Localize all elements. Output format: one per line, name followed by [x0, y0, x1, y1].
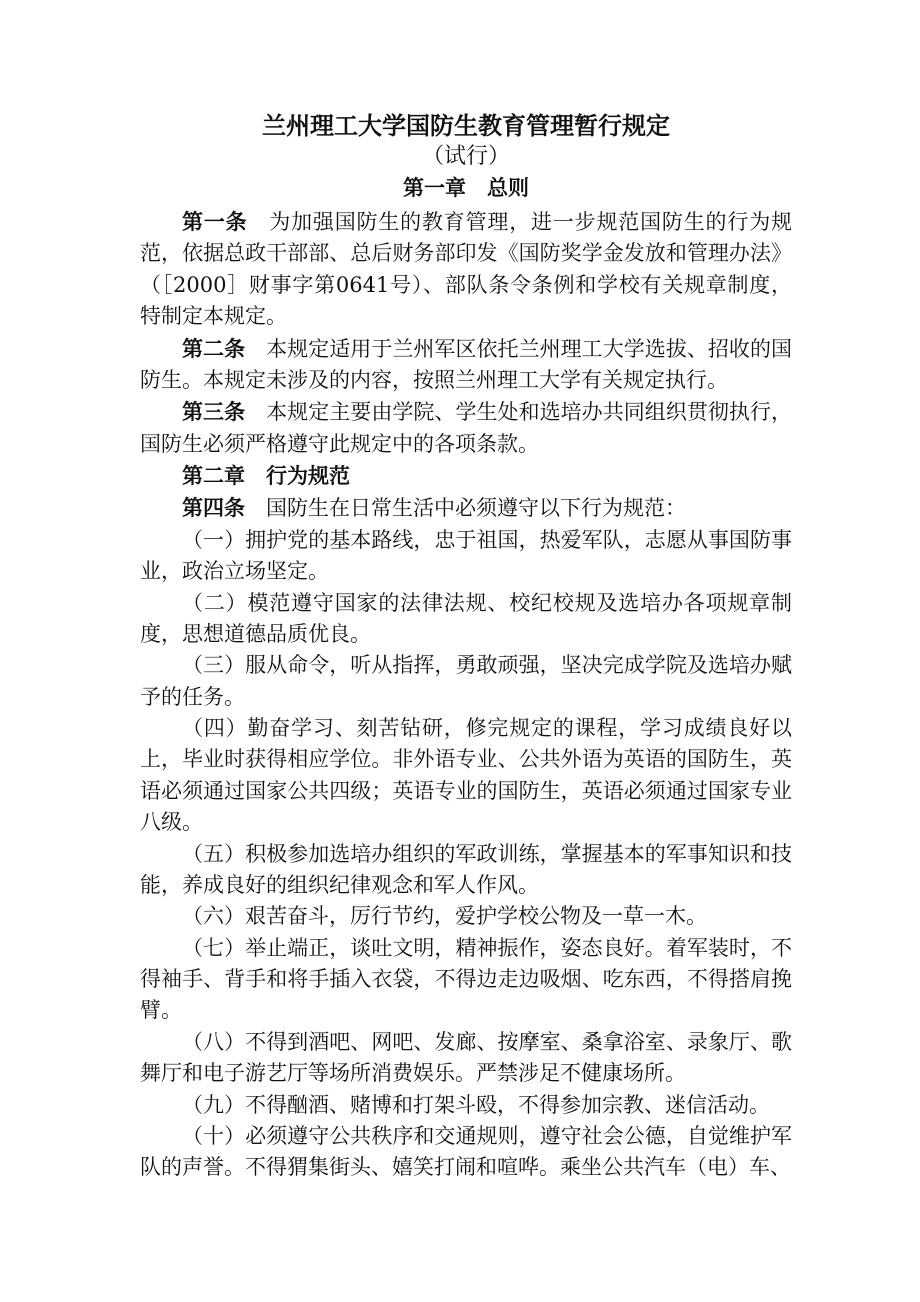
article-paragraph — [140, 1027, 792, 1090]
article-paragraph — [140, 839, 792, 902]
article-text: 国防生在日常生活中必须遵守以下行为规范： — [266, 496, 686, 521]
article-text: （四）勤奋学习、刻苦钻研，修完规定的课程，学习成绩良好以上，毕业时获得相应学位。非外语专业、公共外语为英语的国防生，英语必须通过国家公共四级；英语专业的国防生，英语必须通过国家专业八级。 — [140, 716, 792, 835]
article-paragraph — [140, 933, 792, 1027]
article-text: （五）积极参加选培办组织的军政训练，掌握基本的军事知识和技能，养成良好的组织纪律观念和军人作风。 — [140, 841, 792, 897]
article-text: 本规定主要由学院、学生处和选培办共同组织贯彻执行，国防生必须严格遵守此规定中的各项条款。 — [140, 400, 792, 456]
document-title: 兰州理工大学国防生教育管理暂行规定 — [262, 111, 670, 140]
article-paragraph — [140, 588, 792, 651]
article-text: （六）艰苦奋斗，厉行节约，爱护学校公物及一草一木。 — [182, 904, 707, 929]
article-text: （八）不得到酒吧、网吧、发廊、按摩室、桑拿浴室、录象厅、歌舞厅和电子游艺厅等场所消费娱乐。严禁涉足不健康场所。 — [140, 1029, 792, 1086]
article-text: （七）举止端正，谈吐文明，精神振作，姿态良好。着军装时，不得袖手、背手和将手插入衣袋，不得边走边吸烟、吃东西，不得搭肩挽臂。 — [140, 935, 792, 1023]
article-text: （一）拥护党的基本路线，忠于祖国，热爱军队，志愿从事国防事业，政治立场坚定。 — [140, 527, 792, 584]
article-paragraph — [140, 333, 792, 397]
article-text: （九）不得酗酒、赌博和打架斗殴，不得参加宗教、迷信活动。 — [182, 1092, 770, 1117]
article-paragraph — [140, 901, 792, 932]
article-label: 第一条 — [182, 209, 248, 234]
article-paragraph — [140, 1121, 792, 1184]
article-text: （二）模范遵守国家的法律法规、校纪校规及选培办各项规章制度，思想道德品质优良。 — [140, 590, 792, 646]
article-paragraph — [140, 1090, 792, 1121]
article-label: 第二条 — [182, 335, 246, 361]
article-text: 为加强国防生的教育管理，进一步规范国防生的行为规范，依据总政干部部、总后财务部印发《国防奖学金发放和管理办法》（［2000］财事字第0641号）、部队条令条例和学校有关规章制度，特制定本规定。 — [140, 210, 793, 329]
article-text: （十）必须遵守公共秩序和交通规则，遵守社会公德，自觉维护军队的声誉。不得猬集街头、嬉笑打闹和喧哗。乘坐公共汽车（电）车、 — [140, 1123, 792, 1180]
article-paragraph — [140, 396, 792, 460]
article-paragraph — [140, 713, 792, 839]
article-text: （三）服从命令，听从指挥，勇敢顽强，坚决完成学院及选培办赋予的任务。 — [140, 653, 792, 709]
chapter-heading: 第一章 总则 — [403, 175, 529, 200]
document-subtitle: （试行） — [421, 144, 510, 169]
article-paragraph — [140, 650, 792, 713]
article-label: 第三条 — [182, 399, 246, 425]
article-label: 第二章 — [182, 463, 245, 488]
article-label: 第四条 — [182, 495, 245, 521]
article-paragraph — [140, 525, 792, 588]
article-paragraph — [140, 206, 792, 333]
document-body — [140, 206, 792, 1184]
article-paragraph — [140, 492, 792, 524]
article-text: 本规定适用于兰州军区依托兰州理工大学选拔、招收的国防生。本规定未涉及的内容，按照兰州理工大学有关规定执行。 — [140, 336, 792, 392]
article-paragraph — [140, 460, 792, 492]
article-text: 行为规范 — [266, 463, 350, 488]
